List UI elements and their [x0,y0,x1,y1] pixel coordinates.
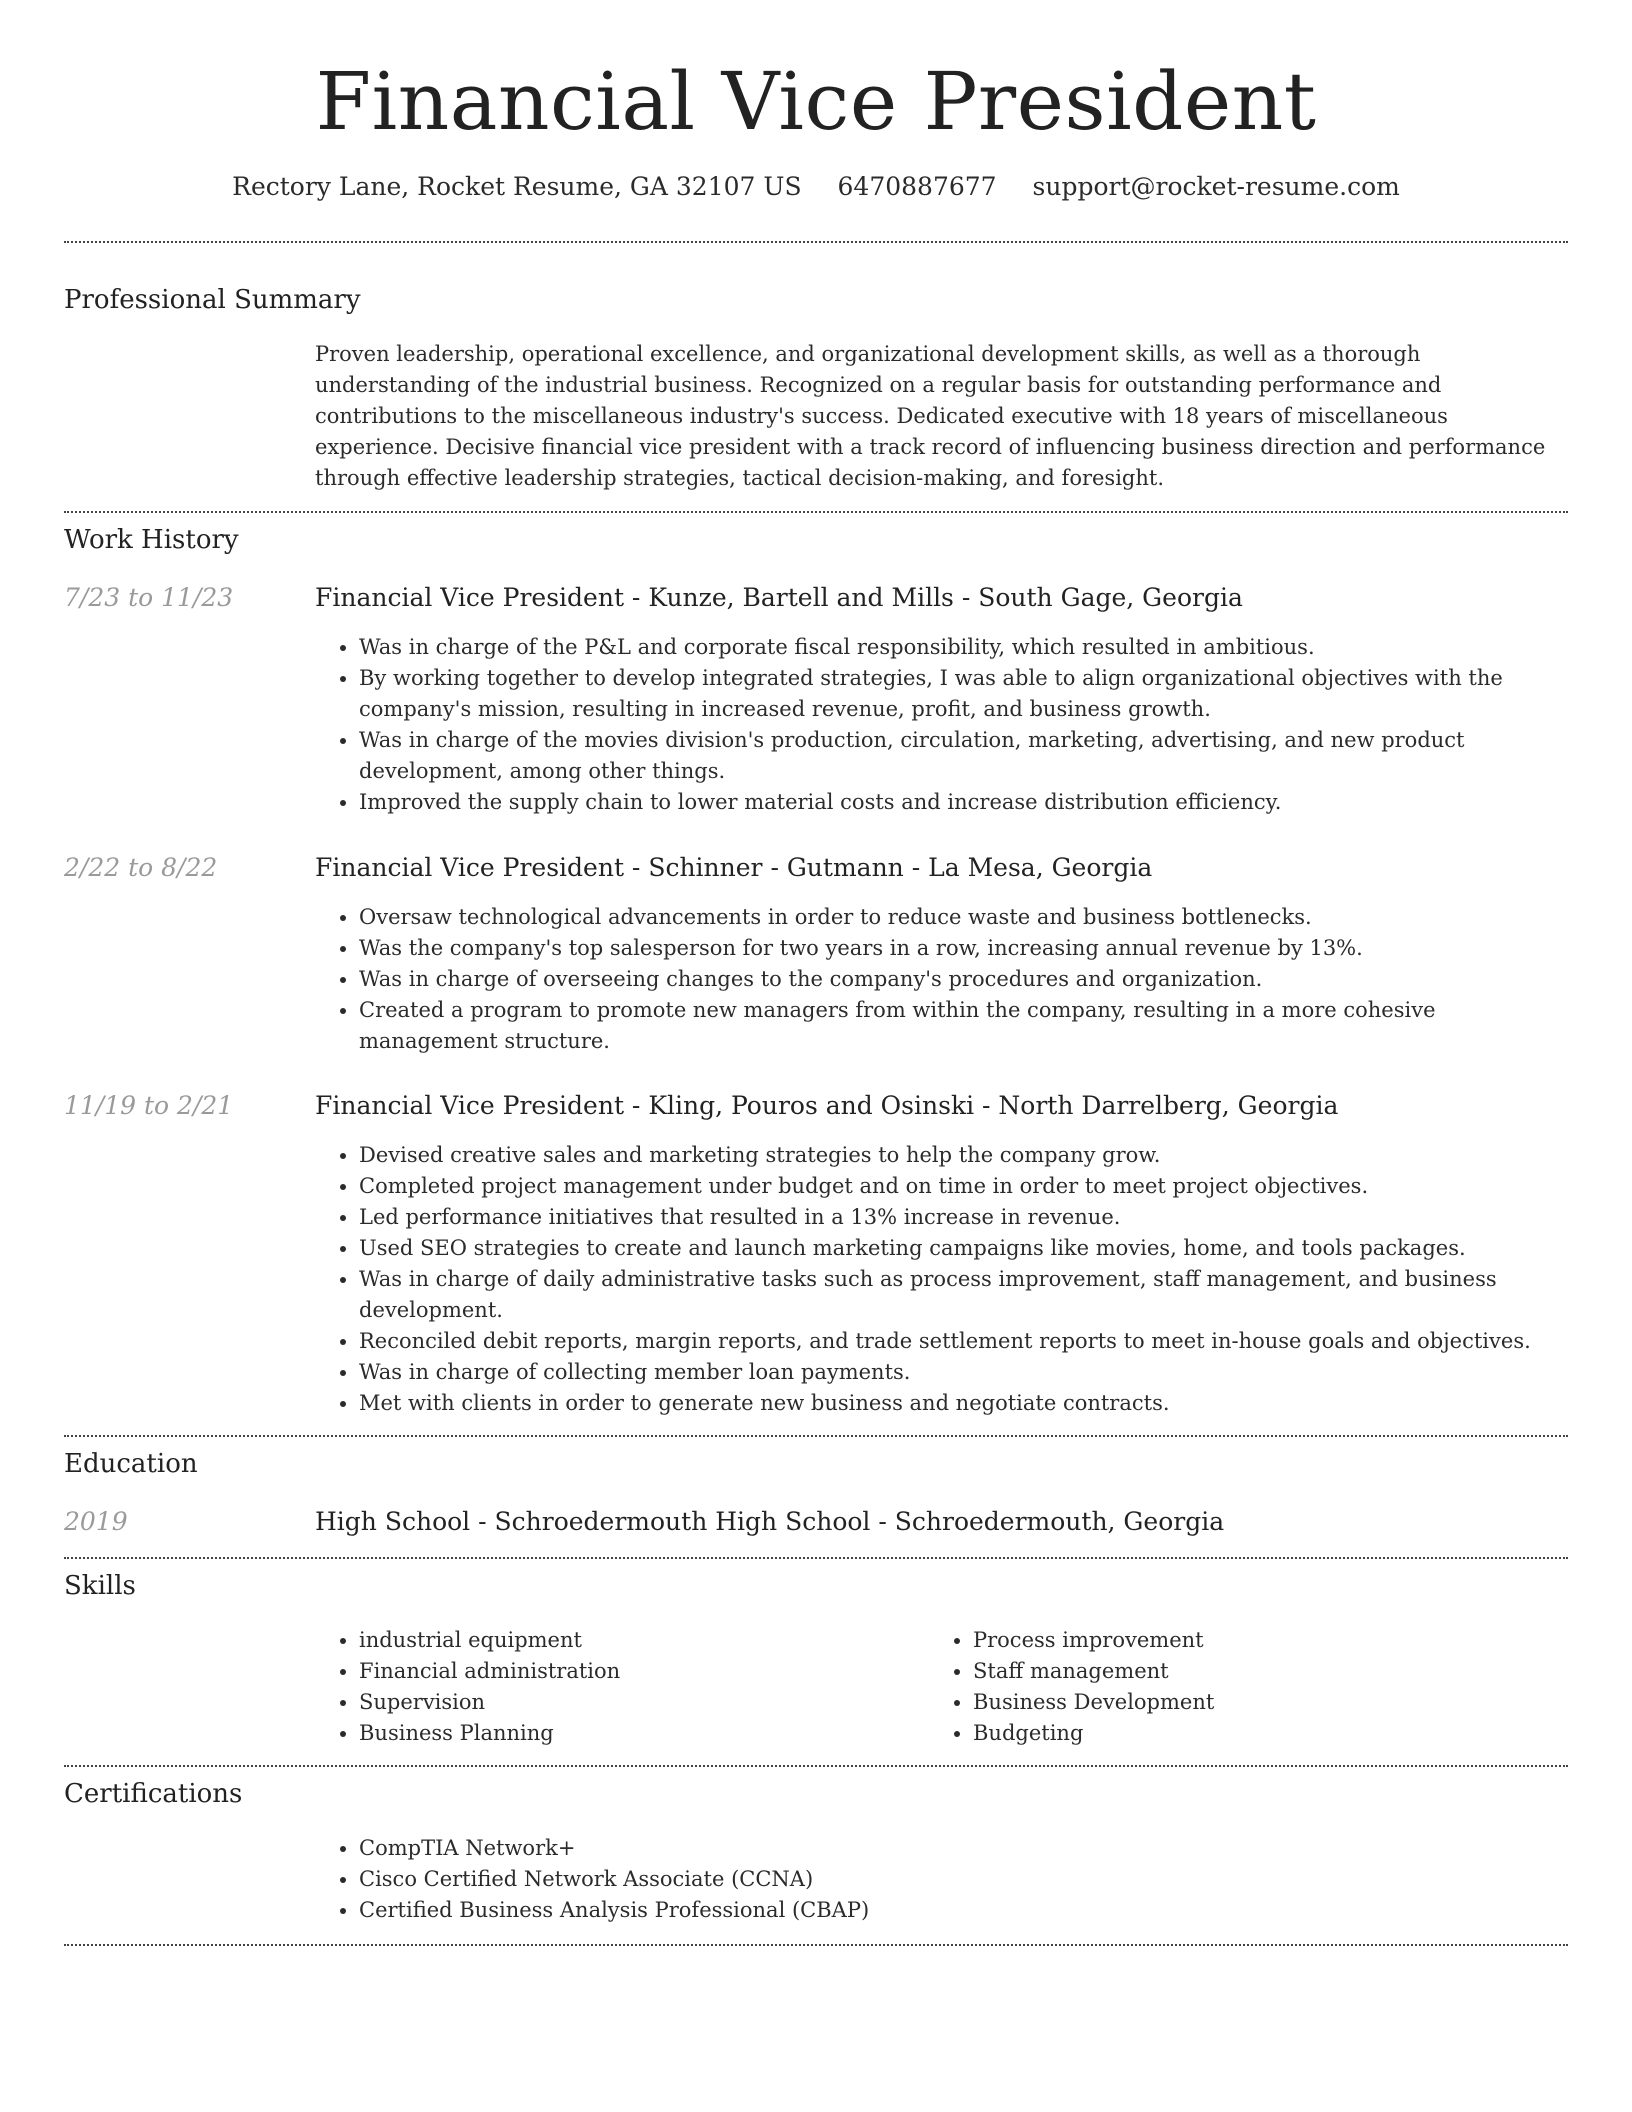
summary-section-title: Professional Summary [64,285,361,315]
skills-section-title: Skills [64,1571,136,1601]
resume-name: Financial Vice President [315,55,1317,148]
divider [64,1765,1568,1767]
job-bullet: • Was in charge of overseeing changes to the company's procedures and organization. [359,964,1570,995]
job-bullet: • Was in charge of the movies division's production, circulation, marketing, advertising, and new product development, among other things. [359,725,1570,787]
contact-line [0,170,1632,204]
job-bullets [315,632,1570,818]
education-year: 2019 [64,1507,128,1536]
divider [64,1557,1568,1559]
skill-item: • Staff management [973,1656,1529,1687]
education-section-title: Education [64,1449,198,1479]
skill-item: • Budgeting [973,1718,1529,1749]
job-bullets [315,902,1570,1057]
work-section-title: Work History [64,525,239,555]
education-heading: High School - Schroedermouth High School - Schroedermouth, Georgia [315,1507,1225,1536]
skills-list-right [929,1625,1529,1749]
job-bullet: • Was the company's top salesperson for two years in a row, increasing annual revenue by 13%. [359,933,1570,964]
job-bullet: • Oversaw technological advancements in order to reduce waste and business bottlenecks. [359,902,1570,933]
divider [64,1435,1568,1437]
summary-text: Proven leadership, operational excellence, and organizational development skills, as well as a thorough understanding of the industrial business. Recognized on a regular basis for outstanding performance and contributions to the miscellaneous industry's success. Dedicated executive with 18 years of miscellaneous experience. Decisive financial vice president with a track record of influencing business direction and performance through effective leadership strategies, tactical decision-making, and foresight. [315,342,1546,490]
contact-address: Rectory Lane, Rocket Resume, GA 32107 US [232,172,802,201]
job-bullet: • Reconciled debit reports, margin reports, and trade settlement reports to meet in-house goals and objectives. [359,1326,1570,1357]
job-dates: 11/19 to 2/21 [64,1091,234,1120]
skill-item: • Supervision [359,1687,915,1718]
certification-item: • CompTIA Network+ [359,1833,1215,1864]
skill-item: • Business Planning [359,1718,915,1749]
skill-item: • Process improvement [973,1625,1529,1656]
job-bullet: • Devised creative sales and marketing strategies to help the company grow. [359,1140,1570,1171]
certification-item: • Cisco Certified Network Associate (CCNA) [359,1864,1215,1895]
job-bullet: • Was in charge of the P&L and corporate fiscal responsibility, which resulted in ambitious. [359,632,1570,663]
job-heading: Financial Vice President - Kunze, Bartell and Mills - South Gage, Georgia [315,583,1243,612]
contact-phone: 6470887677 [837,172,997,201]
job-dates: 7/23 to 11/23 [64,583,234,612]
job-bullets [315,1140,1570,1419]
job-bullet: • Was in charge of daily administrative tasks such as process improvement, staff management, and business development. [359,1264,1570,1326]
job-bullet: • Created a program to promote new managers from within the company, resulting in a more cohesive management structure. [359,995,1570,1057]
job-bullet: • Improved the supply chain to lower material costs and increase distribution efficiency. [359,787,1570,818]
job-dates: 2/22 to 8/22 [64,853,218,882]
job-bullet: • Completed project management under budget and on time in order to meet project objectives. [359,1171,1570,1202]
divider [64,241,1568,243]
contact-email: support@rocket-resume.com [1032,172,1400,201]
skill-item: • Financial administration [359,1656,915,1687]
job-bullet: • Was in charge of collecting member loan payments. [359,1357,1570,1388]
job-bullet: • Used SEO strategies to create and launch marketing campaigns like movies, home, and tools packages. [359,1233,1570,1264]
certification-item: • Certified Business Analysis Professional (CBAP) [359,1895,1215,1926]
divider [64,1944,1568,1946]
divider [64,511,1568,513]
skill-item: • Business Development [973,1687,1529,1718]
job-bullet: • Met with clients in order to generate new business and negotiate contracts. [359,1388,1570,1419]
job-bullet: • Led performance initiatives that resulted in a 13% increase in revenue. [359,1202,1570,1233]
certifications-section-title: Certifications [64,1779,243,1809]
job-heading: Financial Vice President - Schinner - Gutmann - La Mesa, Georgia [315,853,1153,882]
skill-item: • industrial equipment [359,1625,915,1656]
job-bullet: • By working together to develop integrated strategies, I was able to align organizational objectives with the company's mission, resulting in increased revenue, profit, and business growth. [359,663,1570,725]
skills-list-left [315,1625,915,1749]
job-heading: Financial Vice President - Kling, Pouros and Osinski - North Darrelberg, Georgia [315,1091,1339,1120]
certifications-list [315,1833,1215,1926]
